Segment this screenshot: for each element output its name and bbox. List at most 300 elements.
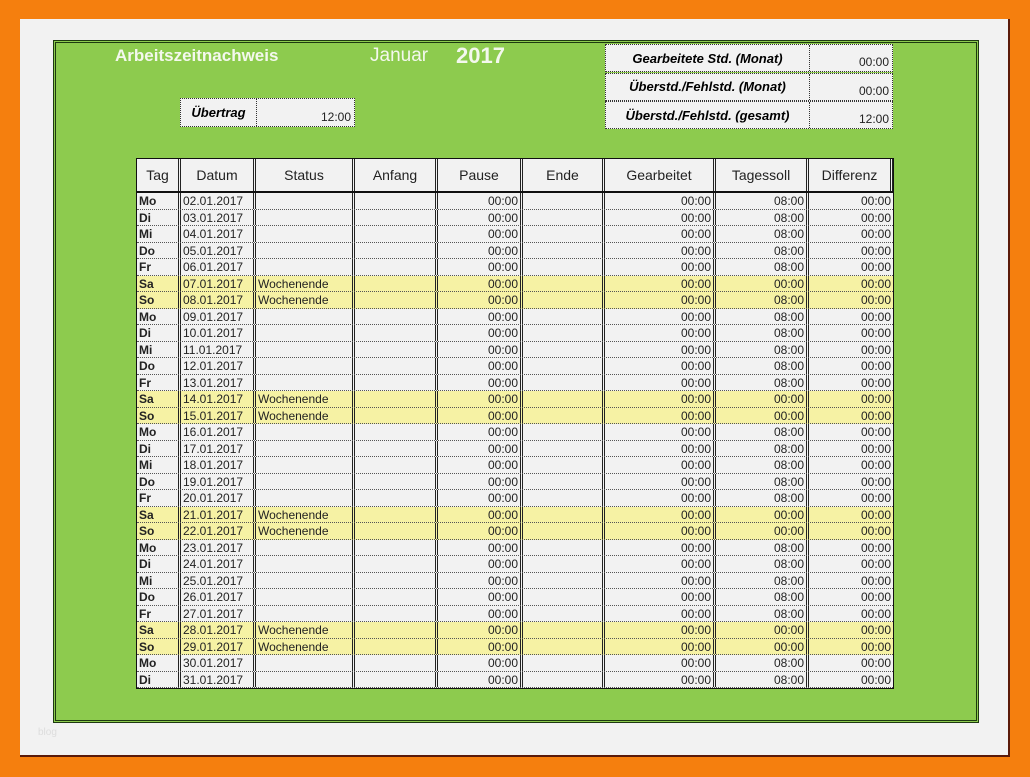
cell-pause[interactable]: 00:00 <box>438 276 523 292</box>
cell-gearbeitet: 00:00 <box>605 672 716 688</box>
cell-anfang[interactable] <box>355 342 438 358</box>
summary-row <box>605 101 893 129</box>
cell-tagessoll: 00:00 <box>716 408 809 424</box>
column-header-status: Status <box>256 159 355 191</box>
cell-tag: Do <box>137 474 181 490</box>
cell-status[interactable] <box>256 243 355 259</box>
cell-pause[interactable]: 00:00 <box>438 424 523 440</box>
cell-anfang[interactable] <box>355 606 438 622</box>
cell-datum: 13.01.2017 <box>181 375 256 391</box>
cell-pause[interactable]: 00:00 <box>438 210 523 226</box>
cell-tag: Fr <box>137 259 181 275</box>
cell-tag: So <box>137 523 181 539</box>
cell-pause[interactable]: 00:00 <box>438 441 523 457</box>
cell-pause[interactable]: 00:00 <box>438 259 523 275</box>
cell-tag: Sa <box>137 276 181 292</box>
cell-anfang[interactable] <box>355 589 438 605</box>
cell-anfang[interactable] <box>355 441 438 457</box>
cell-tagessoll: 08:00 <box>716 589 809 605</box>
table-row <box>137 655 893 672</box>
cell-ende[interactable] <box>523 193 605 209</box>
cell-gearbeitet: 00:00 <box>605 474 716 490</box>
cell-datum: 10.01.2017 <box>181 325 256 341</box>
cell-tagessoll: 00:00 <box>716 391 809 407</box>
table-row <box>137 309 893 326</box>
cell-datum: 20.01.2017 <box>181 490 256 506</box>
cell-tagessoll: 08:00 <box>716 457 809 473</box>
cell-differenz: 00:00 <box>860 507 891 522</box>
cell-tagessoll: 08:00 <box>716 292 809 308</box>
cell-status[interactable] <box>256 210 355 226</box>
cell-differenz: 00:00 <box>860 342 891 357</box>
cell-gearbeitet: 00:00 <box>605 193 716 209</box>
cell-tag: So <box>137 408 181 424</box>
table-row <box>137 507 893 524</box>
cell-tag: Do <box>137 358 181 374</box>
cell-status[interactable] <box>256 441 355 457</box>
cell-pause[interactable]: 00:00 <box>438 375 523 391</box>
cell-anfang[interactable] <box>355 507 438 523</box>
cell-tag: Mo <box>137 540 181 556</box>
cell-tagessoll: 08:00 <box>716 358 809 374</box>
cell-gearbeitet: 00:00 <box>605 556 716 572</box>
summary-label: Überstd./Fehlstd. (Monat) <box>606 74 810 100</box>
cell-gearbeitet: 00:00 <box>605 309 716 325</box>
cell-differenz: 00:00 <box>860 524 891 538</box>
uebertrag-box <box>180 98 355 127</box>
cell-ende[interactable] <box>523 375 605 391</box>
cell-gearbeitet: 00:00 <box>605 210 716 226</box>
cell-status[interactable]: Wochenende <box>256 639 355 655</box>
cell-tag: So <box>137 292 181 308</box>
cell-differenz: 00:00 <box>860 276 891 291</box>
cell-differenz: 00:00 <box>860 606 891 621</box>
cell-datum: 06.01.2017 <box>181 259 256 275</box>
column-header-tag: Tag <box>137 159 181 191</box>
cell-status[interactable] <box>256 309 355 325</box>
table-row <box>137 424 893 441</box>
cell-status[interactable] <box>256 375 355 391</box>
cell-differenz: 00:00 <box>860 623 891 637</box>
cell-status[interactable]: Wochenende <box>256 507 355 523</box>
cell-anfang[interactable] <box>355 292 438 308</box>
cell-gearbeitet: 00:00 <box>605 606 716 622</box>
cell-ende[interactable] <box>523 226 605 242</box>
year-label: 2017 <box>456 43 505 68</box>
cell-status[interactable] <box>256 474 355 490</box>
cell-gearbeitet: 00:00 <box>605 441 716 457</box>
cell-tag: Mo <box>137 309 181 325</box>
cell-status[interactable] <box>256 226 355 242</box>
cell-pause[interactable]: 00:00 <box>438 507 523 523</box>
cell-tag: Sa <box>137 622 181 638</box>
cell-anfang[interactable] <box>355 375 438 391</box>
cell-pause[interactable]: 00:00 <box>438 490 523 506</box>
cell-datum: 28.01.2017 <box>181 622 256 638</box>
cell-tagessoll: 08:00 <box>716 441 809 457</box>
table-row <box>137 193 893 210</box>
cell-pause[interactable]: 00:00 <box>438 672 523 688</box>
column-header-differenz: Differenz <box>809 159 893 191</box>
cell-datum: 15.01.2017 <box>181 408 256 424</box>
cell-differenz: 00:00 <box>860 227 891 241</box>
cell-pause[interactable]: 00:00 <box>438 540 523 556</box>
table-row <box>137 391 893 408</box>
cell-gearbeitet: 00:00 <box>605 276 716 292</box>
cell-datum: 17.01.2017 <box>181 441 256 457</box>
table-row <box>137 226 893 243</box>
cell-differenz: 00:00 <box>860 326 891 340</box>
cell-pause[interactable]: 00:00 <box>438 292 523 308</box>
cell-anfang[interactable] <box>355 276 438 292</box>
cell-gearbeitet: 00:00 <box>605 226 716 242</box>
cell-differenz: 00:00 <box>860 210 891 225</box>
summary-row <box>605 73 893 101</box>
table-row <box>137 523 893 540</box>
cell-tagessoll: 08:00 <box>716 309 809 325</box>
cell-datum: 18.01.2017 <box>181 457 256 473</box>
cell-anfang[interactable] <box>355 325 438 341</box>
column-header-datum: Datum <box>181 159 256 191</box>
cell-differenz: 00:00 <box>860 408 891 423</box>
cell-tagessoll: 00:00 <box>716 622 809 638</box>
table-row <box>137 457 893 474</box>
cell-tag: Fr <box>137 375 181 391</box>
cell-tagessoll: 08:00 <box>716 556 809 572</box>
cell-datum: 14.01.2017 <box>181 391 256 407</box>
month-label: Januar <box>370 45 429 66</box>
cell-tag: Sa <box>137 391 181 407</box>
column-header-anfang: Anfang <box>355 159 438 191</box>
cell-anfang[interactable] <box>355 457 438 473</box>
cell-pause[interactable]: 00:00 <box>438 243 523 259</box>
cell-anfang[interactable] <box>355 309 438 325</box>
cell-pause[interactable]: 00:00 <box>438 342 523 358</box>
cell-differenz: 00:00 <box>860 491 891 505</box>
time-table <box>136 158 894 689</box>
cell-differenz: 00:00 <box>860 557 891 571</box>
cell-gearbeitet: 00:00 <box>605 457 716 473</box>
cell-differenz: 00:00 <box>860 392 891 406</box>
cell-datum: 03.01.2017 <box>181 210 256 226</box>
cell-pause[interactable]: 00:00 <box>438 556 523 572</box>
cell-anfang[interactable] <box>355 622 438 638</box>
cell-status[interactable] <box>256 424 355 440</box>
cell-status[interactable] <box>256 589 355 605</box>
cell-tag: Mi <box>137 342 181 358</box>
cell-datum: 09.01.2017 <box>181 309 256 325</box>
cell-gearbeitet: 00:00 <box>605 540 716 556</box>
cell-status[interactable] <box>256 573 355 589</box>
cell-anfang[interactable] <box>355 193 438 209</box>
cell-status[interactable]: Wochenende <box>256 391 355 407</box>
cell-tagessoll: 08:00 <box>716 375 809 391</box>
cell-ende[interactable] <box>523 622 605 638</box>
cell-tag: Di <box>137 672 181 688</box>
cell-tagessoll: 08:00 <box>716 342 809 358</box>
cell-anfang[interactable] <box>355 573 438 589</box>
column-header-pause: Pause <box>438 159 523 191</box>
cell-tag: Mi <box>137 457 181 473</box>
table-row <box>137 606 893 623</box>
cell-datum: 04.01.2017 <box>181 226 256 242</box>
cell-pause[interactable]: 00:00 <box>438 408 523 424</box>
table-row <box>137 325 893 342</box>
table-row <box>137 639 893 656</box>
page-title: Arbeitszeitnachweis <box>115 46 279 65</box>
cell-tagessoll: 00:00 <box>716 507 809 523</box>
table-row <box>137 292 893 309</box>
cell-pause[interactable]: 00:00 <box>438 573 523 589</box>
cell-ende[interactable] <box>523 672 605 688</box>
cell-tag: Di <box>137 441 181 457</box>
cell-gearbeitet: 00:00 <box>605 408 716 424</box>
cell-pause[interactable]: 00:00 <box>438 606 523 622</box>
cell-anfang[interactable] <box>355 474 438 490</box>
cell-tagessoll: 08:00 <box>716 474 809 490</box>
column-header-gearbeitet: Gearbeitet <box>605 159 716 191</box>
cell-ende[interactable] <box>523 490 605 506</box>
table-row <box>137 474 893 491</box>
cell-ende[interactable] <box>523 573 605 589</box>
cell-ende[interactable] <box>523 606 605 622</box>
cell-gearbeitet: 00:00 <box>605 655 716 671</box>
cell-ende[interactable] <box>523 210 605 226</box>
cell-status[interactable] <box>256 606 355 622</box>
cell-pause[interactable]: 00:00 <box>438 622 523 638</box>
cell-pause[interactable]: 00:00 <box>438 523 523 539</box>
cell-datum: 25.01.2017 <box>181 573 256 589</box>
cell-gearbeitet: 00:00 <box>605 243 716 259</box>
cell-ende[interactable] <box>523 556 605 572</box>
cell-status[interactable] <box>256 358 355 374</box>
cell-datum: 23.01.2017 <box>181 540 256 556</box>
cell-tag: Fr <box>137 606 181 622</box>
cell-status[interactable] <box>256 193 355 209</box>
table-row <box>137 375 893 392</box>
cell-tag: Sa <box>137 507 181 523</box>
uebertrag-value[interactable]: 12:00 <box>320 110 351 124</box>
cell-differenz: 00:00 <box>860 656 891 670</box>
cell-ende[interactable] <box>523 325 605 341</box>
cell-tag: Mo <box>137 424 181 440</box>
cell-differenz: 00:00 <box>860 359 891 373</box>
cell-differenz: 00:00 <box>860 375 891 390</box>
cell-datum: 05.01.2017 <box>181 243 256 259</box>
cell-tagessoll: 08:00 <box>716 672 809 688</box>
cell-status[interactable]: Wochenende <box>256 292 355 308</box>
cell-anfang[interactable] <box>355 391 438 407</box>
cell-anfang[interactable] <box>355 556 438 572</box>
cell-anfang[interactable] <box>355 424 438 440</box>
cell-anfang[interactable] <box>355 655 438 671</box>
cell-tag: Fr <box>137 490 181 506</box>
cell-tagessoll: 08:00 <box>716 606 809 622</box>
cell-ende[interactable] <box>523 391 605 407</box>
cell-gearbeitet: 00:00 <box>605 639 716 655</box>
cell-tagessoll: 08:00 <box>716 490 809 506</box>
cell-ende[interactable] <box>523 639 605 655</box>
summary-row <box>605 44 893 72</box>
summary-value: 00:00 <box>858 83 889 98</box>
cell-pause[interactable]: 00:00 <box>438 193 523 209</box>
cell-tag: Di <box>137 210 181 226</box>
column-header-ende: Ende <box>523 159 605 191</box>
table-row <box>137 358 893 375</box>
cell-tagessoll: 08:00 <box>716 540 809 556</box>
cell-gearbeitet: 00:00 <box>605 292 716 308</box>
cell-gearbeitet: 00:00 <box>605 375 716 391</box>
cell-differenz: 00:00 <box>860 458 891 472</box>
cell-gearbeitet: 00:00 <box>605 391 716 407</box>
table-row <box>137 672 893 689</box>
cell-tagessoll: 08:00 <box>716 325 809 341</box>
cell-ende[interactable] <box>523 309 605 325</box>
cell-ende[interactable] <box>523 243 605 259</box>
cell-status[interactable] <box>256 540 355 556</box>
summary-label: Gearbeitete Std. (Monat) <box>606 45 810 71</box>
cell-status[interactable] <box>256 457 355 473</box>
cell-gearbeitet: 00:00 <box>605 589 716 605</box>
summary-value: 00:00 <box>858 55 889 69</box>
cell-ende[interactable] <box>523 457 605 473</box>
cell-pause[interactable]: 00:00 <box>438 325 523 341</box>
cell-status[interactable] <box>256 672 355 688</box>
cell-status[interactable] <box>256 325 355 341</box>
cell-ende[interactable] <box>523 441 605 457</box>
cell-differenz: 00:00 <box>860 260 891 274</box>
cell-ende[interactable] <box>523 655 605 671</box>
cell-tag: Mo <box>137 655 181 671</box>
cell-pause[interactable]: 00:00 <box>438 655 523 671</box>
cell-gearbeitet: 00:00 <box>605 259 716 275</box>
cell-datum: 21.01.2017 <box>181 507 256 523</box>
cell-tag: Mi <box>137 226 181 242</box>
cell-status[interactable]: Wochenende <box>256 408 355 424</box>
cell-datum: 27.01.2017 <box>181 606 256 622</box>
cell-gearbeitet: 00:00 <box>605 358 716 374</box>
cell-status[interactable]: Wochenende <box>256 622 355 638</box>
summary-value: 12:00 <box>858 112 889 126</box>
table-header <box>137 159 893 193</box>
cell-ende[interactable] <box>523 358 605 374</box>
cell-status[interactable] <box>256 259 355 275</box>
cell-pause[interactable]: 00:00 <box>438 474 523 490</box>
cell-tagessoll: 08:00 <box>716 210 809 226</box>
cell-ende[interactable] <box>523 292 605 308</box>
cell-anfang[interactable] <box>355 523 438 539</box>
cell-datum: 30.01.2017 <box>181 655 256 671</box>
cell-anfang[interactable] <box>355 540 438 556</box>
cell-anfang[interactable] <box>355 408 438 424</box>
cell-status[interactable] <box>256 342 355 358</box>
cell-pause[interactable]: 00:00 <box>438 391 523 407</box>
cell-gearbeitet: 00:00 <box>605 573 716 589</box>
cell-differenz: 00:00 <box>860 293 891 307</box>
cell-datum: 11.01.2017 <box>181 342 256 358</box>
cell-tag: Mo <box>137 193 181 209</box>
cell-anfang[interactable] <box>355 639 438 655</box>
table-row <box>137 408 893 425</box>
cell-pause[interactable]: 00:00 <box>438 309 523 325</box>
cell-ende[interactable] <box>523 507 605 523</box>
cell-gearbeitet: 00:00 <box>605 325 716 341</box>
cell-ende[interactable] <box>523 523 605 539</box>
cell-ende[interactable] <box>523 408 605 424</box>
cell-differenz: 00:00 <box>860 573 891 588</box>
cell-gearbeitet: 00:00 <box>605 507 716 523</box>
cell-tag: Di <box>137 556 181 572</box>
cell-gearbeitet: 00:00 <box>605 490 716 506</box>
cell-datum: 24.01.2017 <box>181 556 256 572</box>
cell-tagessoll: 08:00 <box>716 193 809 209</box>
cell-datum: 08.01.2017 <box>181 292 256 308</box>
cell-anfang[interactable] <box>355 672 438 688</box>
cell-status[interactable] <box>256 490 355 506</box>
cell-differenz: 00:00 <box>860 474 891 489</box>
cell-datum: 12.01.2017 <box>181 358 256 374</box>
cell-datum: 22.01.2017 <box>181 523 256 539</box>
watermark: blog <box>38 727 57 738</box>
cell-ende[interactable] <box>523 342 605 358</box>
cell-gearbeitet: 00:00 <box>605 342 716 358</box>
cell-ende[interactable] <box>523 589 605 605</box>
cell-ende[interactable] <box>523 474 605 490</box>
table-row <box>137 573 893 590</box>
cell-differenz: 00:00 <box>860 672 891 687</box>
cell-tagessoll: 00:00 <box>716 276 809 292</box>
cell-ende[interactable] <box>523 540 605 556</box>
cell-anfang[interactable] <box>355 243 438 259</box>
cell-tag: Do <box>137 243 181 259</box>
table-row <box>137 259 893 276</box>
cell-pause[interactable]: 00:00 <box>438 639 523 655</box>
cell-tag: So <box>137 639 181 655</box>
cell-tagessoll: 08:00 <box>716 573 809 589</box>
cell-anfang[interactable] <box>355 210 438 226</box>
cell-differenz: 00:00 <box>860 309 891 324</box>
cell-differenz: 00:00 <box>860 194 891 208</box>
cell-differenz: 00:00 <box>860 441 891 456</box>
cell-ende[interactable] <box>523 259 605 275</box>
uebertrag-label: Übertrag <box>181 99 257 126</box>
cell-pause[interactable]: 00:00 <box>438 589 523 605</box>
cell-datum: 29.01.2017 <box>181 639 256 655</box>
cell-anfang[interactable] <box>355 259 438 275</box>
cell-datum: 26.01.2017 <box>181 589 256 605</box>
cell-anfang[interactable] <box>355 358 438 374</box>
cell-pause[interactable]: 00:00 <box>438 226 523 242</box>
column-header-tagessoll: Tagessoll <box>716 159 809 191</box>
cell-status[interactable]: Wochenende <box>256 276 355 292</box>
cell-datum: 31.01.2017 <box>181 672 256 688</box>
cell-status[interactable] <box>256 655 355 671</box>
cell-gearbeitet: 00:00 <box>605 424 716 440</box>
table-row <box>137 342 893 359</box>
cell-status[interactable] <box>256 556 355 572</box>
table-row <box>137 243 893 260</box>
cell-pause[interactable]: 00:00 <box>438 457 523 473</box>
cell-ende[interactable] <box>523 424 605 440</box>
table-row <box>137 210 893 227</box>
cell-ende[interactable] <box>523 276 605 292</box>
cell-anfang[interactable] <box>355 490 438 506</box>
cell-anfang[interactable] <box>355 226 438 242</box>
cell-datum: 16.01.2017 <box>181 424 256 440</box>
cell-pause[interactable]: 00:00 <box>438 358 523 374</box>
cell-tagessoll: 08:00 <box>716 243 809 259</box>
cell-status[interactable]: Wochenende <box>256 523 355 539</box>
